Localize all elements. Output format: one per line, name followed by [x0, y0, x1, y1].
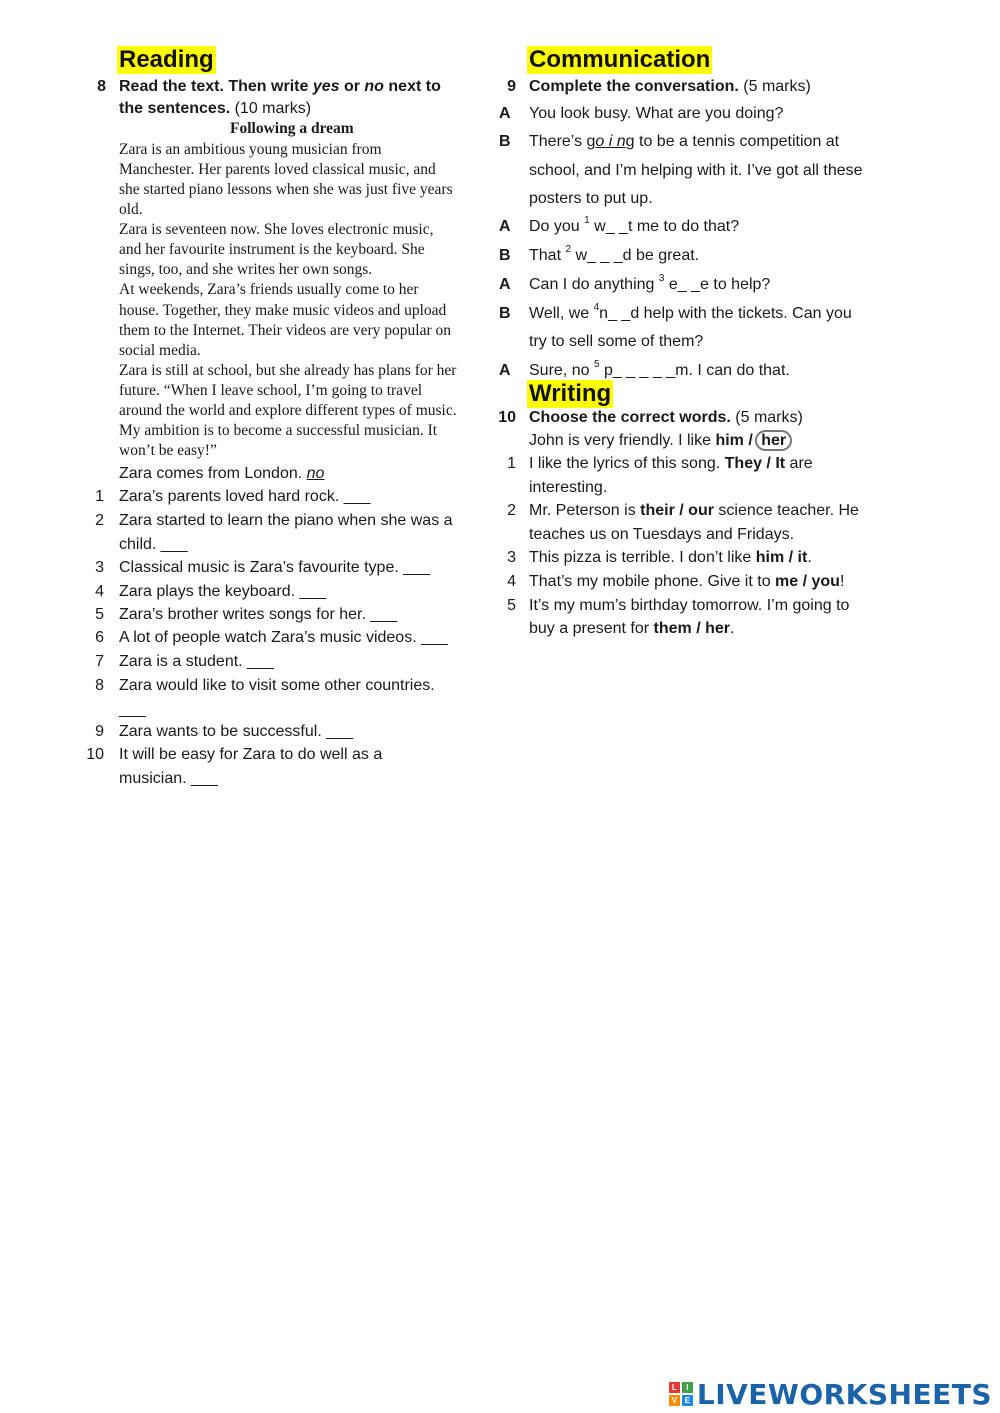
passage-line: around the world and explore different types of music.	[119, 402, 457, 419]
passage-line: future. “When I leave school, I’m going to travel	[119, 382, 422, 399]
speaker-label: B	[499, 247, 511, 264]
reading-item-text[interactable]: Zara is a student. ___	[119, 653, 274, 670]
reading-heading: Reading	[119, 46, 214, 73]
passage-line: Manchester. Her parents loved classical music, and	[119, 161, 436, 178]
reading-example: Zara comes from London. no	[119, 465, 325, 482]
writing-item[interactable]: I like the lyrics of this song. They / It are	[529, 455, 813, 472]
speaker-label: A	[499, 276, 511, 293]
writing-question-number: 10	[498, 409, 516, 426]
passage-line: old.	[119, 201, 143, 218]
item-number: 4	[95, 583, 104, 600]
dialogue-line[interactable]: Do you $^1$ w_ _t me to do that?	[529, 214, 740, 235]
writing-heading: Writing	[529, 380, 612, 407]
word-choice[interactable]: me / you	[775, 573, 840, 590]
item-number: 2	[95, 512, 104, 529]
passage-line: At weekends, Zara’s friends usually come to her	[119, 281, 419, 298]
dialogue-line: try to sell some of them?	[529, 333, 704, 350]
item-number: 9	[95, 723, 104, 740]
passage-line: and her favourite instrument is the keyboard. She	[119, 241, 425, 258]
dialogue-line: posters to put up.	[529, 190, 653, 207]
item-number: 10	[86, 746, 104, 763]
reading-item-text[interactable]: Classical music is Zara’s favourite type. ___	[119, 559, 430, 576]
speaker-label: A	[499, 362, 511, 379]
writing-item[interactable]: This pizza is terrible. I don’t like him / it.	[529, 549, 812, 566]
passage-line: she started piano lessons when she was just five years	[119, 181, 453, 198]
word-choice[interactable]: their / our	[640, 502, 714, 519]
passage-line: house. Together, they make music videos and upload	[119, 302, 447, 319]
circled-answer: her	[755, 430, 792, 451]
reading-instruction: Read the text. Then write yes or no next to	[119, 78, 441, 95]
reading-item-text: Zara started to learn the piano when she was a	[119, 512, 453, 529]
reading-item-text[interactable]: child. ___	[119, 536, 188, 553]
writing-item[interactable]: Mr. Peterson is their / our science teacher. He	[529, 502, 859, 519]
dialogue-line[interactable]: Can I do anything $^3$ e_ _e to help?	[529, 272, 771, 293]
speaker-label: A	[499, 105, 511, 122]
item-number: 3	[507, 549, 516, 566]
item-number: 6	[95, 629, 104, 646]
item-number: 5	[95, 606, 104, 623]
writing-item: It’s my mum’s birthday tomorrow. I’m going to	[529, 597, 850, 614]
passage-line: them to the Internet. Their videos are very popular on	[119, 322, 451, 339]
reading-item-text[interactable]: Zara’s brother writes songs for her. ___	[119, 606, 398, 623]
item-number: 7	[95, 653, 104, 670]
item-number: 5	[507, 597, 516, 614]
item-number: 8	[95, 677, 104, 694]
writing-instruction: Choose the correct words. (5 marks)	[529, 409, 803, 426]
reading-item-text: Zara would like to visit some other countries.	[119, 677, 435, 694]
item-number: 1	[507, 455, 516, 472]
dialogue-line: You look busy. What are you doing?	[529, 105, 784, 122]
passage-line: won’t be easy!”	[119, 442, 217, 459]
writing-item[interactable]: That’s my mobile phone. Give it to me / you!	[529, 573, 845, 590]
passage-line: My ambition is to become a successful musician. It	[119, 422, 438, 439]
liveworksheets-logo[interactable]	[669, 1378, 992, 1410]
reading-item-text[interactable]: Zara wants to be successful. ___	[119, 723, 353, 740]
item-number: 2	[507, 502, 516, 519]
passage-line: Zara is still at school, but she already has plans for her	[119, 362, 457, 379]
reading-item-text[interactable]: musician. ___	[119, 770, 218, 787]
passage-line: Zara is seventeen now. She loves electronic music,	[119, 221, 434, 238]
reading-item-text: It will be easy for Zara to do well as a	[119, 746, 383, 763]
dialogue-line[interactable]: Sure, no $^5$ p_ _ _ _ _m. I can do that.	[529, 358, 790, 379]
writing-item-line2[interactable]: buy a present for them / her.	[529, 620, 735, 637]
communication-question-number: 9	[507, 78, 516, 95]
item-number: 3	[95, 559, 104, 576]
dialogue-line[interactable]: Well, we $^4$n_ _d help with the tickets. Can you	[529, 301, 852, 322]
dialogue-line[interactable]: That $^2$ w_ _ _d be great.	[529, 243, 700, 264]
logo-text: LIVEWORKSHEETS	[696, 1377, 992, 1411]
dialogue-line: school, and I’m helping with it. I’ve got all these	[529, 162, 863, 179]
word-choice[interactable]: him / it	[755, 549, 808, 566]
passage-title: Following a dream	[230, 120, 354, 137]
reading-item-text[interactable]: A lot of people watch Zara’s music videos. ___	[119, 629, 448, 646]
reading-item-text[interactable]: ___	[119, 701, 146, 718]
writing-item-line2: teaches us on Tuesdays and Fridays.	[529, 526, 795, 543]
item-number: 4	[507, 573, 516, 590]
passage-line: social media.	[119, 342, 201, 359]
reading-question-number: 8	[97, 78, 106, 95]
speaker-label: B	[499, 133, 511, 150]
reading-item-text[interactable]: Zara’s parents loved hard rock. ___	[119, 488, 371, 505]
example-fill: o i n	[595, 133, 626, 150]
reading-item-text[interactable]: Zara plays the keyboard. ___	[119, 583, 327, 600]
dialogue-line: There’s go i ng to be a tennis competition at	[529, 133, 840, 150]
item-number: 1	[95, 488, 104, 505]
example-answer: no	[306, 465, 325, 482]
reading-instruction-line2: the sentences. (10 marks)	[119, 100, 312, 117]
speaker-label: A	[499, 218, 511, 235]
writing-example: John is very friendly. I like him / her	[529, 430, 792, 452]
writing-item-line2: interesting.	[529, 479, 608, 496]
passage-line: sings, too, and she writes her own songs.	[119, 261, 373, 278]
passage-line: Zara is an ambitious young musician from	[119, 141, 382, 158]
word-choice[interactable]: They / It	[724, 455, 786, 472]
communication-heading: Communication	[529, 46, 711, 73]
speaker-label: B	[499, 305, 511, 322]
word-choice[interactable]: them / her	[653, 620, 730, 637]
logo-icon: L I V E	[669, 1382, 693, 1406]
communication-instruction: Complete the conversation. (5 marks)	[529, 78, 811, 95]
